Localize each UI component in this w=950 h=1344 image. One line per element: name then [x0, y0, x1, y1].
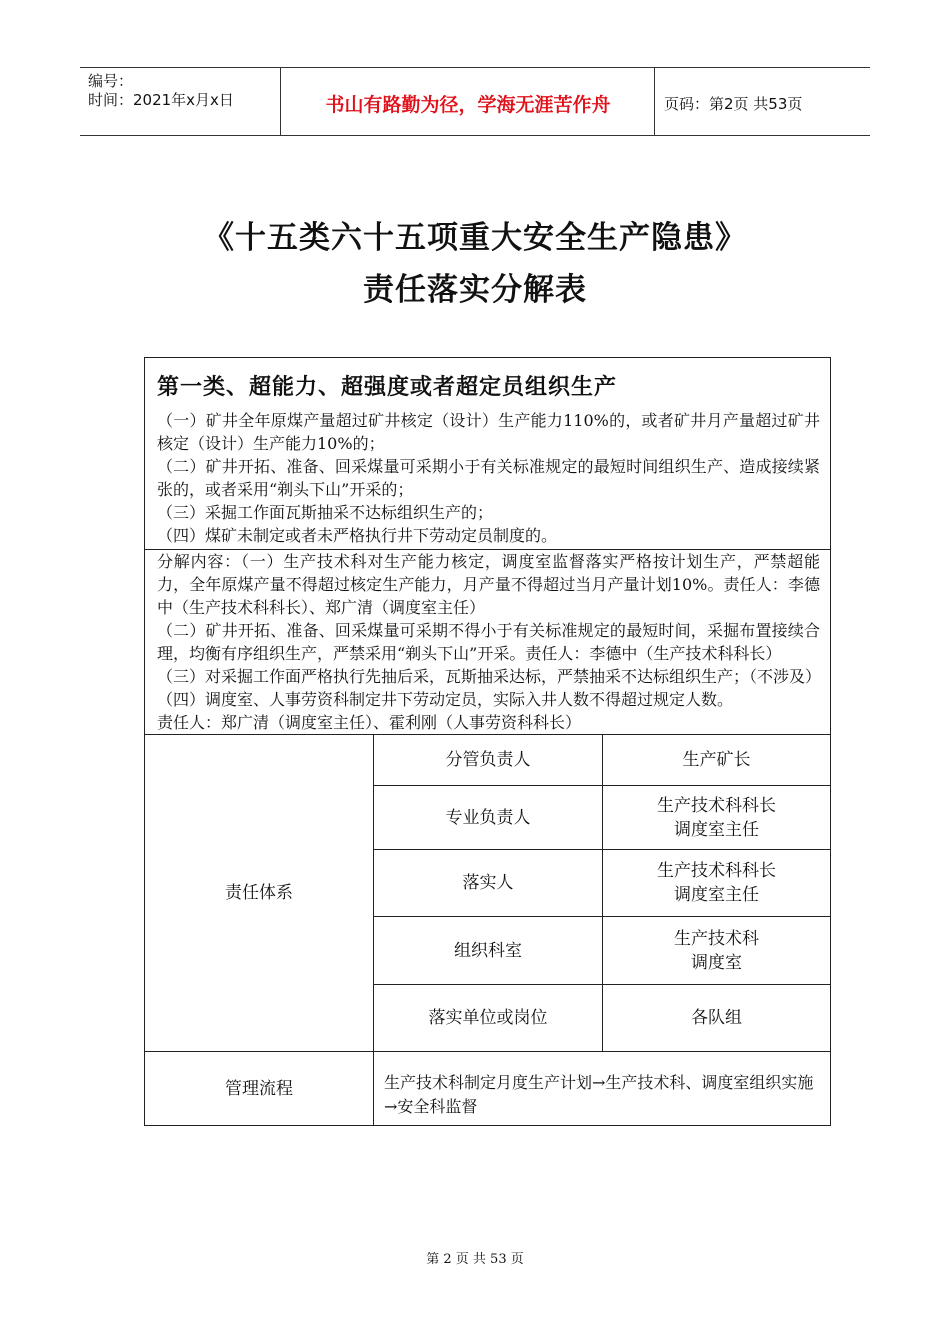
document-subtitle: 责任落实分解表 — [363, 272, 587, 308]
page-footer: 第 2 页 共 53 页 — [426, 1252, 524, 1267]
decomposition-row — [145, 550, 831, 735]
value-line: 生产技术科科长 — [657, 861, 776, 881]
section-heading-row — [145, 358, 831, 410]
value-line: 生产矿长 — [682, 750, 751, 770]
decomposition-item: 分解内容：（一）生产技术科对生产能力核定，调度室监督落实严格按计划生产，严禁超能力，全年原煤产量不得超过核定生产能力，月产量不得超过当月产量计划10%。责任人：李德中（生产技术科科长）、郑广清（调度室主任） — [157, 552, 820, 617]
value-cell — [603, 850, 831, 917]
process-text: 生产技术科制定月度生产计划→生产技术科、调度室组织实施→安全科监督 — [374, 1052, 831, 1126]
header-page-info: 页码：第2页 共53页 — [664, 95, 803, 113]
hazard-item: （二）矿井开拓、准备、回采煤量可采期小于有关标准规定的最短时间组织生产、造成接续紧张的，或者采用“剃头下山”开采的； — [157, 457, 820, 499]
header-divider-1 — [280, 67, 281, 135]
process-row — [145, 1052, 831, 1126]
responsibility-label: 责任体系 — [145, 735, 374, 1052]
decomposition-content — [145, 550, 831, 735]
value-line: 各队组 — [691, 1008, 742, 1028]
value-line: 调度室主任 — [674, 885, 759, 905]
decomposition-item: 责任人：郑广清（调度室主任）、霍利刚（人事劳资科科长） — [157, 713, 582, 732]
hazard-items-row — [145, 409, 831, 550]
document-title: 《十五类六十五项重大安全生产隐患》 — [203, 220, 747, 256]
header-bottom-rule — [80, 135, 870, 136]
hazard-item: （一）矿井全年原煤产量超过矿井核定（设计）生产能力110%的，或者矿井月产量超过矿井核定（设计）生产能力10%的； — [157, 411, 820, 453]
value-cell — [603, 917, 831, 985]
value-cell — [603, 735, 831, 786]
responsibility-table — [144, 357, 831, 1126]
role-cell: 落实人 — [374, 850, 603, 917]
decomposition-item: （二）矿井开拓、准备、回采煤量可采期不得小于有关标准规定的最短时间，采掘布置接续合理，均衡有序组织生产，严禁采用“剃头下山”开采。责任人：李德中（生产技术科科长） — [157, 621, 820, 663]
decomposition-item: （三）对采掘工作面严格执行先抽后采，瓦斯抽采达标，严禁抽采不达标组织生产；（不涉及） — [157, 667, 822, 686]
header-motto: 书山有路勤为径，学海无涯苦作舟 — [325, 94, 611, 116]
role-cell: 组织科室 — [374, 917, 603, 985]
document-number: 编号： — [88, 72, 134, 90]
header-meta — [88, 72, 234, 110]
header-divider-2 — [654, 67, 655, 135]
value-line: 生产技术科 — [674, 928, 759, 949]
role-cell: 专业负责人 — [374, 786, 603, 850]
hazard-item: （四）煤矿未制定或者未严格执行井下劳动定员制度的。 — [157, 526, 558, 545]
role-cell: 分管负责人 — [374, 735, 603, 786]
value-line: 生产技术科科长 — [657, 795, 776, 816]
hazard-items — [145, 409, 831, 550]
role-cell: 落实单位或岗位 — [374, 985, 603, 1052]
hazard-item: （三）采掘工作面瓦斯抽采不达标组织生产的； — [157, 503, 494, 522]
value-cell — [603, 985, 831, 1052]
process-label: 管理流程 — [145, 1052, 374, 1126]
responsibility-row — [145, 735, 831, 786]
decomposition-item: （四）调度室、人事劳资科制定井下劳动定员，实际入井人数不得超过规定人数。 — [157, 690, 734, 709]
value-cell — [603, 786, 831, 850]
value-line: 调度室 — [691, 952, 742, 973]
section-heading: 第一类、超能力、超强度或者超定员组织生产 — [145, 358, 831, 410]
header-top-rule — [80, 67, 870, 68]
value-line: 调度室主任 — [674, 819, 759, 840]
document-date: 时间：2021年x月x日 — [88, 91, 234, 109]
